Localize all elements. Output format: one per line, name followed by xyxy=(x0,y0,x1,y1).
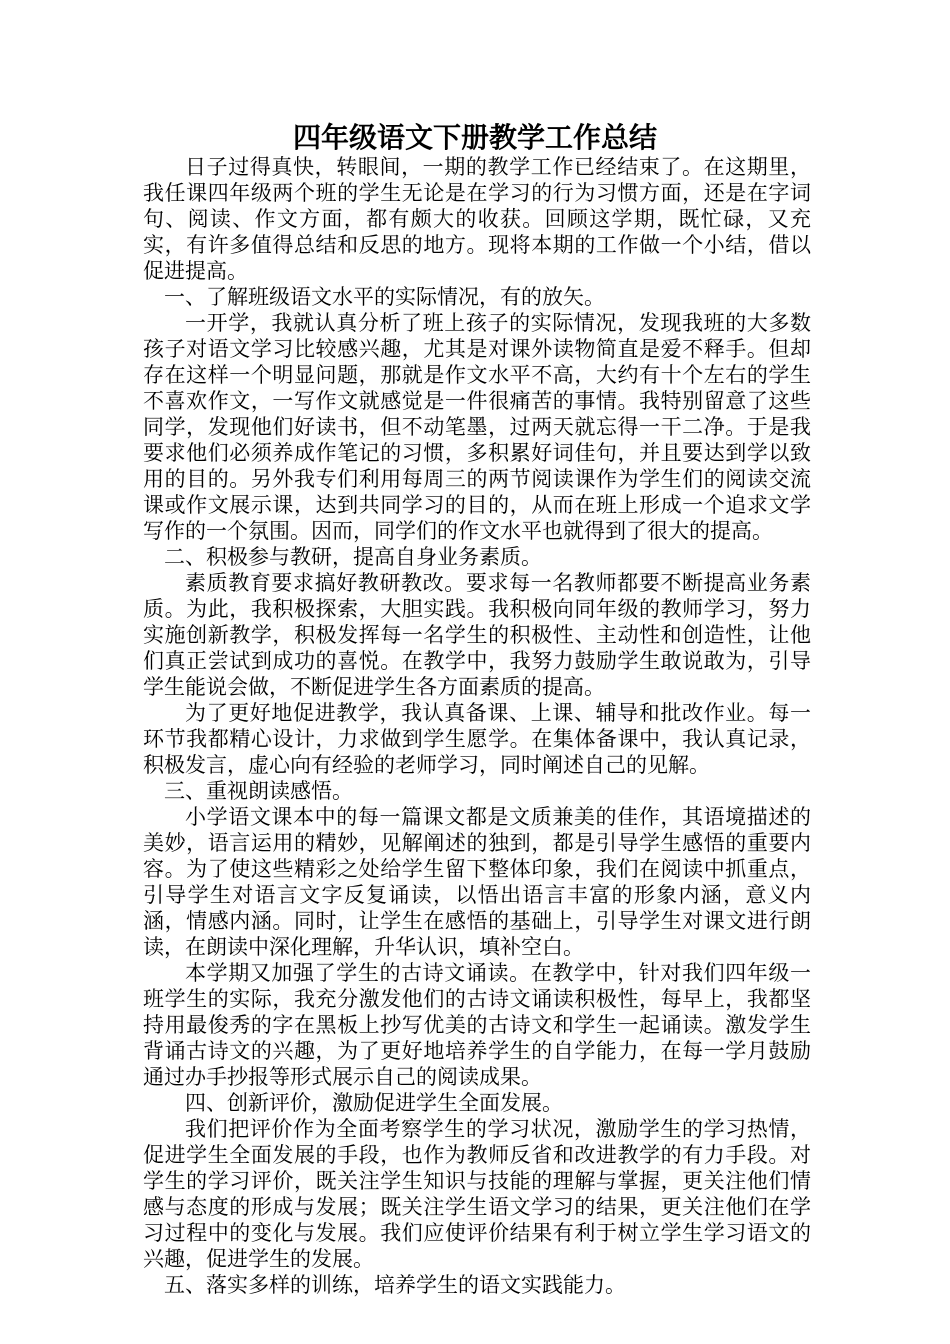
paragraph: 一开学，我就认真分析了班上孩子的实际情况，发现我班的大多数孩子对语文学习比较感兴趣，尤其是对课外读物简直是爱不释手。但却存在这样一个明显问题，那就是作文水平不高，大约有十个左右的学生不喜欢作文，一写作文就感觉是一件很痛苦的事情。我特别留意了这些同学，发现他们好读书，但不动笔墨，过两天就忘得一干二净。于是我要求他们必须养成作笔记的习惯，多积累好词佳句，并且要达到学以致用的目的。另外我专们利用每周三的两节阅读课作为学生们的阅读交流课或作文展示课，达到共同学习的目的，从而在班上形成一个追求文学写作的一个氛围。因而，同学们的作文水平也就得到了很大的提高。 xyxy=(143,311,811,543)
section-heading-2: 二、积极参与教研，提高自身业务素质。 xyxy=(164,545,542,569)
paragraph: 素质教育要求搞好教研教改。要求每一名教师都要不断提高业务素质。为此，我积极探索，大胆实践。我积极向同年级的教师学习，努力实施创新教学，积极发挥每一名学生的积极性、主动性和创造性，让他们真正尝试到成功的喜悦。在教学中，我努力鼓励学生敢说敢为，引导学生能说会做，不断促进学生各方面素质的提高。 xyxy=(143,571,811,699)
paragraph: 为了更好地促进教学，我认真备课、上课、辅导和批改作业。每一环节我都精心设计，力求做到学生愿学。在集体备课中，我认真记录，积极发言，虚心向有经验的老师学习，同时阐述自己的见解。 xyxy=(143,701,811,777)
section-heading-1: 一、了解班级语文水平的实际情况，有的放矢。 xyxy=(164,285,605,309)
paragraph: 我们把评价作为全面考察学生的学习状况，激励学生的学习热情，促进学生全面发展的手段，也作为教师反省和改进教学的有力手段。对学生的学习评价，既关注学生知识与技能的理解与掌握，更关注他们情感与态度的形成与发展；既关注学生语文学习的结果，更关注他们在学习过程中的变化与发展。我们应使评价结果有利于树立学生学习语文的兴趣，促进学生的发展。 xyxy=(143,1117,811,1271)
section-heading-4: 四、创新评价，激励促进学生全面发展。 xyxy=(185,1091,563,1115)
document-title: 四年级语文下册教学工作总结 xyxy=(292,121,657,154)
section-heading-5: 五、落实多样的训练，培养学生的语文实践能力。 xyxy=(164,1273,626,1297)
paragraph: 本学期又加强了学生的古诗文诵读。在教学中，针对我们四年级一班学生的实际，我充分激发他们的古诗文诵读积极性，每早上，我都坚持用最俊秀的字在黑板上抄写优美的古诗文和学生一起诵读。激发学生背诵古诗文的兴趣，为了更好地培养学生的自学能力，在每一学月鼓励通过办手抄报等形式展示自己的阅读成果。 xyxy=(143,961,811,1089)
paragraph: 小学语文课本中的每一篇课文都是文质兼美的佳作，其语境描述的美妙，语言运用的精妙，见解阐述的独到，都是引导学生感悟的重要内容。为了使这些精彩之处给学生留下整体印象，我们在阅读中抓重点，引导学生对语言文字反复诵读，以悟出语言丰富的形象内涵，意义内涵，情感内涵。同时，让学生在感悟的基础上，引导学生对课文进行朗读，在朗读中深化理解，升华认识，填补空白。 xyxy=(143,805,811,959)
document-body xyxy=(143,154,811,1298)
paragraph-intro: 日子过得真快，转眼间，一期的教学工作已经结束了。在这期里，我任课四年级两个班的学生无论是在学习的行为习惯方面，还是在字词句、阅读、作文方面，都有颇大的收获。回顾这学期，既忙碌，又充实，有许多值得总结和反思的地方。现将本期的工作做一个小结，借以促进提高。 xyxy=(143,155,811,283)
section-heading-3: 三、重视朗读感悟。 xyxy=(164,779,353,803)
